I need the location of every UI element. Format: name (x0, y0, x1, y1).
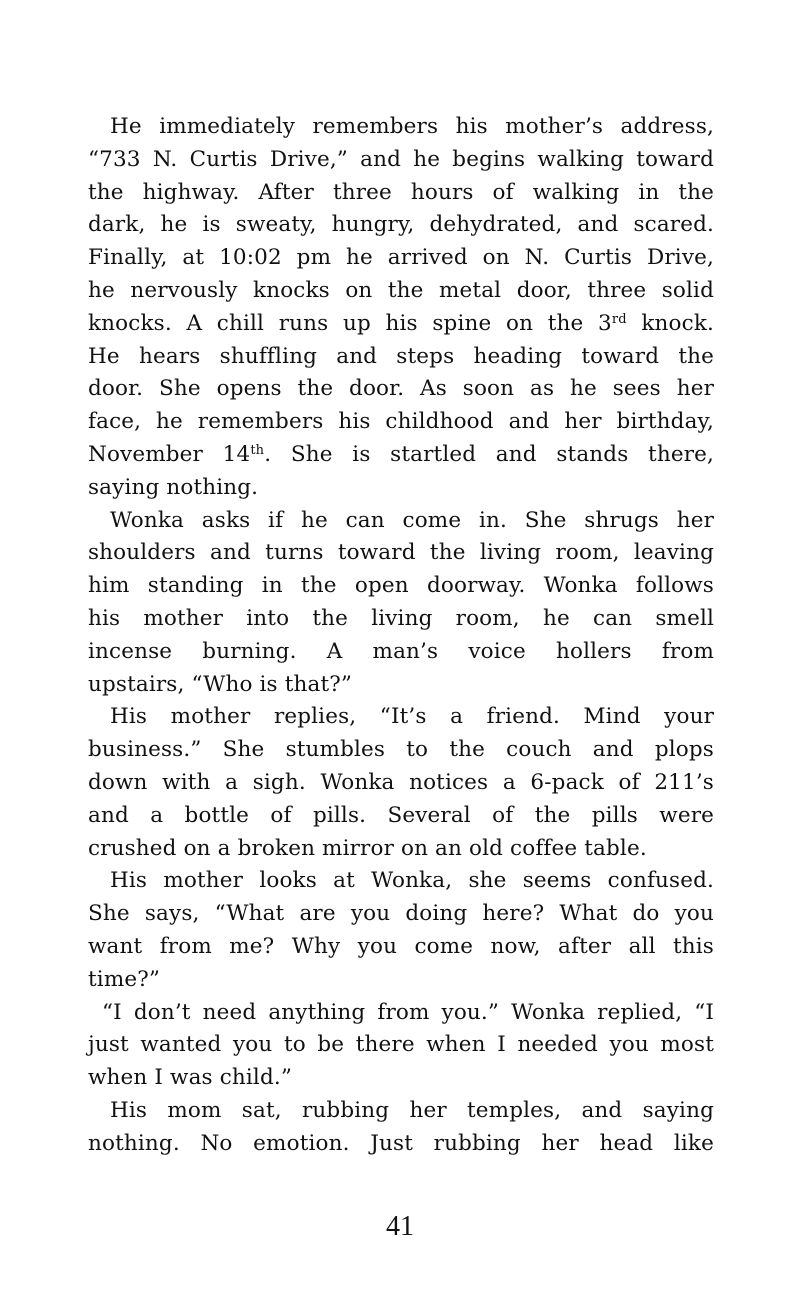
text-line-content: he nervously knocks on the metal door, three solid (88, 277, 714, 303)
text-line (88, 472, 714, 505)
text-line-content: His mother replies, “It’s a friend. Mind your (110, 704, 714, 730)
text-line (88, 439, 714, 472)
text-line-content: want from me? Why you come now, after all this (88, 933, 714, 959)
text-line (88, 833, 714, 866)
text-line (88, 800, 714, 833)
text-line (88, 177, 714, 210)
text-line (88, 734, 714, 767)
text-line-content: He immediately remembers his mother’s address, (110, 114, 714, 139)
text-line-content: door. She opens the door. As soon as he sees her (88, 376, 714, 402)
text-line (88, 931, 714, 964)
page-number: 41 (386, 1211, 414, 1242)
body-text (88, 111, 714, 1161)
text-line (88, 701, 714, 734)
ordinal-superscript: th (250, 442, 265, 458)
text-line (88, 111, 714, 144)
text-line-content: the highway. After three hours of walking in the (88, 179, 714, 205)
text-line-content: him standing in the open doorway. Wonka follows (88, 573, 714, 599)
text-line (88, 669, 714, 702)
text-line-content: . She is startled and stands there, (264, 441, 714, 467)
text-line (88, 570, 714, 603)
text-line-content: his mother into the living room, he can smell (88, 605, 714, 631)
text-line (88, 308, 714, 341)
text-line-content: “733 N. Curtis Drive,” and he begins walking toward (88, 146, 714, 172)
text-line (88, 341, 714, 374)
text-line-content: dark, he is sweaty, hungry, dehydrated, and scared. (88, 212, 714, 238)
text-line-content: His mother looks at Wonka, she seems confused. (110, 868, 714, 894)
text-line (88, 242, 714, 275)
text-line-content: face, he remembers his childhood and her birthday, (88, 409, 714, 435)
text-line (88, 1128, 714, 1161)
text-line (88, 767, 714, 800)
text-line (88, 898, 714, 931)
text-line-content: knocks. A chill runs up his spine on the 3 (88, 310, 612, 336)
text-line (88, 209, 714, 242)
text-line-content: when I was child.” (88, 1065, 292, 1091)
text-line-content: Wonka asks if he can come in. She shrugs her (110, 507, 714, 533)
text-line-content: He hears shuffling and steps heading toward the (88, 343, 714, 369)
text-line-content: business.” She stumbles to the couch and plops (88, 737, 714, 763)
text-line (88, 636, 714, 669)
text-line (88, 144, 714, 177)
text-line (88, 964, 714, 997)
text-line-content: “I don’t need anything from you.” Wonka replied, “I (102, 999, 714, 1025)
text-line (88, 603, 714, 636)
text-line (88, 275, 714, 308)
text-line (88, 406, 714, 439)
text-line-content: down with a sigh. Wonka notices a 6-pack of 211’s (88, 769, 714, 795)
text-line-content: November 14 (88, 441, 251, 467)
text-line-content: Finally, at 10:02 pm he arrived on N. Curtis Drive, (88, 245, 714, 271)
text-line (88, 1029, 714, 1062)
text-line (88, 997, 714, 1030)
text-line-content: incense burning. A man’s voice hollers from (88, 638, 714, 664)
text-line-content: His mom sat, rubbing her temples, and saying (110, 1097, 714, 1123)
text-line-content: She says, “What are you doing here? What do you (88, 901, 714, 927)
text-line-content: crushed on a broken mirror on an old coffee table. (88, 835, 647, 861)
text-line-content: upstairs, “Who is that?” (88, 671, 353, 697)
text-line-content: saying nothing. (88, 474, 259, 500)
ordinal-superscript: rd (611, 311, 627, 327)
text-line (88, 865, 714, 898)
text-line-content: just wanted you to be there when I needed you most (88, 1032, 714, 1058)
text-line-content: and a bottle of pills. Several of the pills were (88, 802, 714, 828)
text-line-content: nothing. No emotion. Just rubbing her head like (88, 1130, 714, 1156)
text-line-content: time?” (88, 966, 161, 992)
text-line (88, 373, 714, 406)
text-line-content: shoulders and turns toward the living room, leaving (88, 540, 714, 566)
text-line (88, 1095, 714, 1128)
text-line-content: knock. (626, 310, 715, 336)
text-line (88, 1062, 714, 1095)
text-line (88, 505, 714, 538)
text-line (88, 537, 714, 570)
